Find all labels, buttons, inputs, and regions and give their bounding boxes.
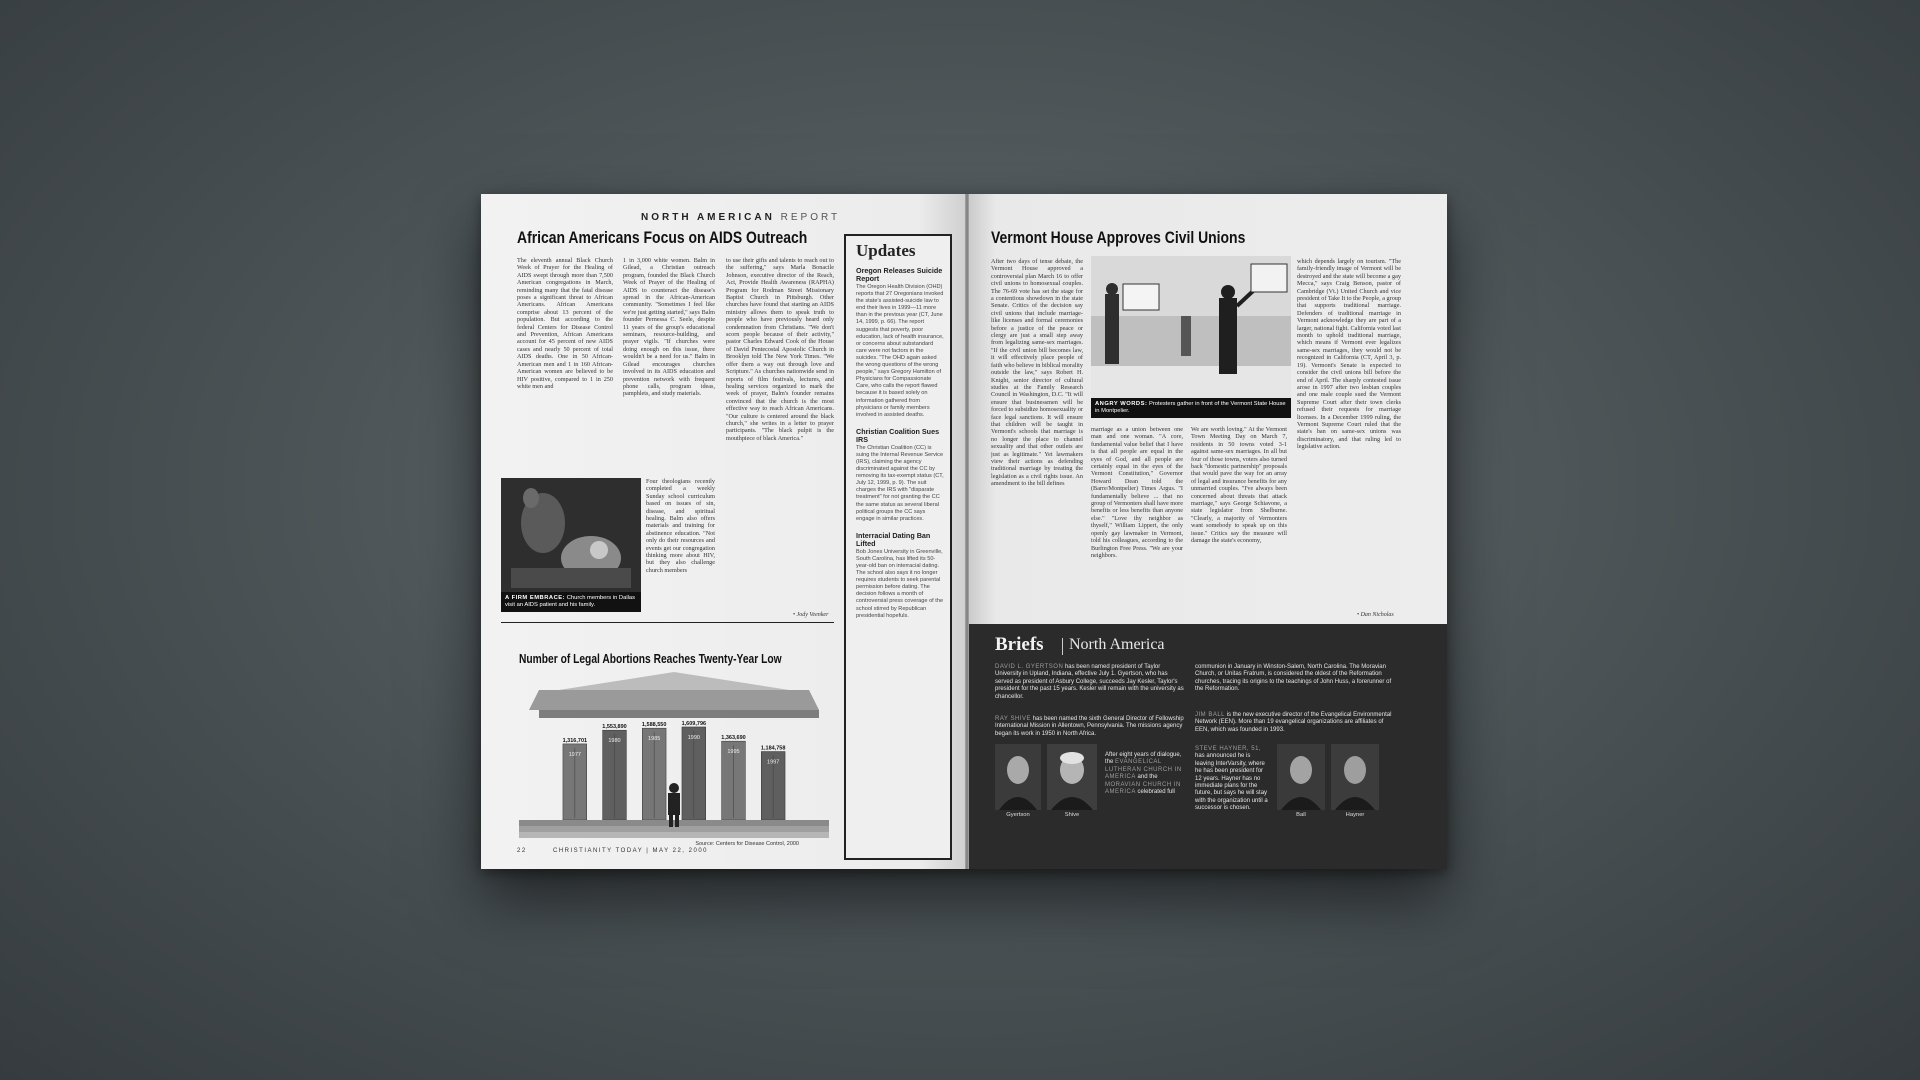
chart-category-label: 1997 [767, 759, 780, 766]
chart-value-label: 1,363,690 [721, 735, 746, 742]
brief-hayner: STEVE HAYNER, 51, has announced he is leaving InterVarsity, where he has been president for 12 years. Hayner has no immediate plans for the future, but says he will stay with the organization until a successor is chosen. [1195, 746, 1268, 812]
vermont-photo-caption: ANGRY WORDS: Protesters gather in front of the Vermont State House in Montpelier. [1091, 398, 1291, 418]
headshot-image [1331, 744, 1379, 810]
photo-name-shive: Shive [1064, 812, 1080, 818]
footer-text: CHRISTIANITY TODAY | MAY 22, 2000 [553, 848, 708, 854]
aids-photo-caption: A FIRM EMBRACE: Church members in Dallas visit an AIDS patient and his family. [501, 592, 641, 612]
aids-col-3: to use their gifts and talents to reach out to the suffering," says Marla Bonacile Johnson, executive director of the Reach, Act, Provide Health Awareness (RAPHA) Program for Rodman Street Missionary Baptist Church in Pittsburgh. Other churches have found that starting an AIDS ministry allows them to speak truth to people who have previously heard only condemnation from Christians. "We don't scorn people because of their activity," pastor Charles Edward Cook of the House of David Pentecostal Apostolic Church in Brooklyn told The New York Times. "We offer them a way out through love and Scripture." As churches nationwide send in reports of film festivals, lectures, and healing services organized to mark the week of prayer, Balm's founder remains convinced that the church is the most effective way to reach African Americans. "Our culture is centered around the black church," she writes in a letter to prayer participants. "The black pulpit is the mouthpiece of black America." [726, 257, 834, 442]
briefs-subtitle: North America [1069, 636, 1165, 653]
aids-headline: African Americans Focus on AIDS Outreach [517, 228, 808, 247]
updates-sidebar [844, 234, 952, 860]
chart-value-label: 1,609,796 [681, 720, 707, 727]
vermont-photo [1091, 256, 1291, 418]
briefs-divider [1062, 638, 1063, 655]
vermont-col-3: We are worth loving." At the Vermont Town Meeting Day on March 7, residents in 50 towns voted 3-1 against same-sex marriages. In all but four of those towns, voters also turned back "domestic partnership" proposals that would pave the way for an array of legal and insurance benefits for any unmarried couples. "I've always been concerned about threats that attack marriage," says George Schiavone, a state legislator from Shelburne. "Clearly, a majority of Vermonters want somebody to speak up on this issue." Critics say the measure will damage the state's economy, [1191, 426, 1287, 545]
chart-value-label: 1,316,701 [562, 737, 588, 744]
update-head: Christian Coalition Sues IRS [856, 426, 940, 444]
magazine-spread [481, 194, 1447, 869]
update-text: The Oregon Health Division (OHD) reports that 27 Oregonians invoked the state's assisted-suicide law to end their lives in 1999—11 more than in the previous year (CT, June 14, 1999, p. 66). The report suggests that poverty, poor education, lack of health insurance, or concerns about substandard care were not factors in the suicides. "The OHD again asked the wrong questions of the wrong people," says Gregory Hamilton of Physicians for Compassionate Care, who calls the report flawed because it is based solely on information gathered from physicians or family members involved in assisted deaths. [856, 284, 944, 418]
vermont-headline: Vermont House Approves Civil Unions [991, 228, 1246, 247]
aids-photo [501, 478, 641, 612]
vermont-col-2: marriage as a union between one man and one woman. "A core, fundamental value belief that I have is that all people are equal in the eyes of God, and all people are certainly equal in the eyes of the Vermont Constitution," Governor Howard Dean told the (Barre/Montpelier) Times Argus. "I fundamentally believe ... that no group of Vermonters shall have more benefits or less benefits than anyone else." "Love thy neighbor as thyself," William Lippert, the only openly gay lawmaker in Vermont, told his colleagues, according to the Burlington Free Press. "We are your neighbors. [1091, 426, 1183, 559]
chart-category-label: 1985 [648, 736, 661, 743]
temple-step-1 [519, 820, 829, 826]
brief-moravian-continued: communion in January in Winston-Salem, North Carolina. The Moravian Church, or Unitas Fratrum, is considered the oldest of the Reformation churches, tracing its origins to the teachings of John Huss, a forerunner of the Reformation. [1195, 664, 1392, 693]
aids-col-2: 1 in 3,000 white women. Balm in Gilead, a Christian outreach program, founded the Black Church Week of Prayer of the Healing of AIDS to counteract the disease's spread in the African-American community. "Sometimes I feel like we're just getting started," says Balm founder Pernessa C. Seele, despite 11 years of the group's educational seminars, resource-building, and prayer vigils. "If churches were doing enough on this issue, there wouldn't be a need for us." Balm in Gilead encourages churches involved in its AIDS education and prevention network with frequent phone calls, program ideas, pamphlets, and study materials. [623, 257, 715, 398]
vermont-col-4: which depends largely on tourism. "The family-friendly image of Vermont will be destroyed and the state will become a gay Mecca," says Craig Benson, pastor of Cambridge (Vt.) United Church and vice president of Take It to the People, a group that supports traditional marriage. Defenders of traditional marriage in Vermont acknowledge they are part of a larger, national fight. California voted last month to uphold traditional marriage, which means if Vermont ever legalizes same-sex marriages, they would not be recognized in California (CT, April 3, p. 19). Vermont's Senate is expected to consider the civil unions bill before the end of April. The sharply contested issue arose in 1997 after two lesbian couples and one male couple sued the Vermont Supreme Court after their town clerks refused their requests for marriage licenses. In a December 1999 ruling, the Vermont Supreme Court ruled that the state's ban on same-sex unions was discriminatory, and that ruling led to legislative action. [1297, 258, 1401, 451]
chart-value-label: 1,588,550 [641, 722, 667, 729]
spine-gutter [965, 194, 969, 869]
chart-category-label: 1977 [568, 751, 581, 758]
temple-step-3 [519, 832, 829, 838]
photo-hayner [1331, 744, 1379, 810]
section-rule [501, 622, 834, 623]
photo-shive [1047, 744, 1097, 810]
brief-lutheran-moravian: After eight years of dialogue, the EVANGELICAL LUTHERAN CHURCH IN AMERICA and the MORAVIAN CHURCH IN AMERICA celebrated full [1105, 752, 1182, 796]
left-page [481, 194, 967, 869]
update-head: Interracial Dating Ban Lifted [856, 530, 931, 548]
chart-category-label: 1990 [687, 734, 700, 741]
briefs-section [967, 624, 1447, 869]
aids-col-1: The eleventh annual Black Church Week of Prayer for the Healing of AIDS swept through more than 7,500 American congregations in March, reminding many that the fatal disease poses a significant threat to African Americans. African Americans comprise about 13 percent of the population. But according to the federal Centers for Disease Control and Prevention, African Americans account for 45 percent of new AIDS cases and nearly 50 percent of total AIDS deaths. One in 50 African-American men and 1 in 160 African-American women are believed to be HIV positive, compared to 1 in 250 white men and [517, 257, 613, 390]
update-head: Oregon Releases Suicide Report [856, 266, 943, 283]
vermont-col-1: After two days of tense debate, the Vermont House approved a controversial plan March 16 to offer civil unions to homosexual couples. The 76-69 vote has set the stage for a contentious showdown in the state Senate. Critics of the decision say civil unions that include marriage-like licenses and formal ceremonies before a justice of the peace or clergy are just a small step away from legalizing same-sex marriages. "If the civil union bill becomes law, it will effectively place people of faith who believe in biblical morality outside the law," says Robert H. Knight, senior director of cultural studies at the Family Research Council in Washington, D.C. "It will ensure that businessmen will be forced to subsidize homosexuality or face legal sanctions. It will ensure that children will be taught in Vermont's schools that marriage is no longer the place to channel sexuality and that other outlets are just as legitimate." Yet lawmakers view their actions as defending traditional marriage by treating the legislation as a civil rights issue. An amendment to the bill defines [991, 258, 1083, 488]
photo-name-ball: Ball [1296, 812, 1306, 818]
headshot-image [995, 744, 1041, 810]
chart-value-label: 1,184,758 [760, 745, 786, 752]
temple-entablature [539, 710, 819, 718]
vermont-photo-image [1091, 256, 1291, 418]
aids-byline: • Jody Veenker [793, 612, 829, 618]
chart-category-label: 1980 [608, 738, 621, 745]
updates-title: Updates [856, 241, 916, 260]
headshot-image [1047, 744, 1097, 810]
chart-source: Source: Centers for Disease Control, 2000 [695, 841, 799, 847]
temple-roof [529, 690, 819, 710]
temple-pediment [559, 672, 789, 690]
photo-name-gyertson: Gyertson [1006, 812, 1030, 818]
briefs-title: Briefs [995, 634, 1044, 655]
chart-canvas [519, 670, 829, 855]
chart-value-label: 1,553,890 [602, 724, 627, 731]
update-text: Bob Jones University in Greenville, South Carolina, has lifted its 50-year-old ban on interracial dating. The school also says it no longer requires students to seek parental permission before dating. The decision follows a month of controversial press coverage of the school stirred by Republican presidential hopefuls. [856, 548, 944, 619]
right-page [967, 194, 1447, 869]
brief-ball: JIM BALL is the new executive director of the Evangelical Environmental Network (EEN). More than 19 evangelical organizations are affiliates of EEN, which was founded in 1993. [1195, 712, 1392, 733]
photo-name-hayner: Hayner [1345, 812, 1365, 818]
page-number: 22 [517, 848, 527, 854]
brief-gyertson: DAVID L. GYERTSON has been named president of Taylor University in Upland, Indiana, effective July 1. Gyertson, who has served as president of Asbury College, succeeds Jay Kesler, Taylor's president for the past 15 years. Kesler will remain with the university as chancellor. [995, 664, 1184, 700]
aids-col-2b: Four theologians recently completed a weekly Sunday school curriculum based on issues of sin, disease, and spiritual healing. Balm also offers materials and training for abstinence education. "Not only do their resources and events get our congregation thinking more about HIV, but they also challenge church members [646, 478, 715, 574]
update-text: The Christian Coalition (CC) is suing the Internal Revenue Service (IRS), claiming the agency discriminated against the CC by removing its tax-exempt status (CT, July 12, 1999, p. 9). The suit charges the IRS with "disparate treatment" for not granting the CC the same status as several liberal political groups the CC says engage in similar practices. [856, 444, 944, 522]
headshot-image [1277, 744, 1325, 810]
vermont-byline: • Dan Nicholas [1357, 612, 1394, 618]
photo-ball [1277, 744, 1325, 810]
photo-gyertson [995, 744, 1041, 810]
temple-step-2 [519, 826, 829, 832]
section-kicker: NORTH AMERICAN REPORT [641, 212, 841, 223]
chart-category-label: 1995 [727, 749, 740, 756]
chart-title: Number of Legal Abortions Reaches Twenty-Year Low [519, 652, 782, 666]
abortion-chart [519, 652, 829, 847]
brief-shive: RAY SHIVE has been named the sixth General Director of Fellowship International Mission in Allentown, Pennsylvania. The missions agency began its work in 1950 in North Africa. [995, 716, 1184, 737]
